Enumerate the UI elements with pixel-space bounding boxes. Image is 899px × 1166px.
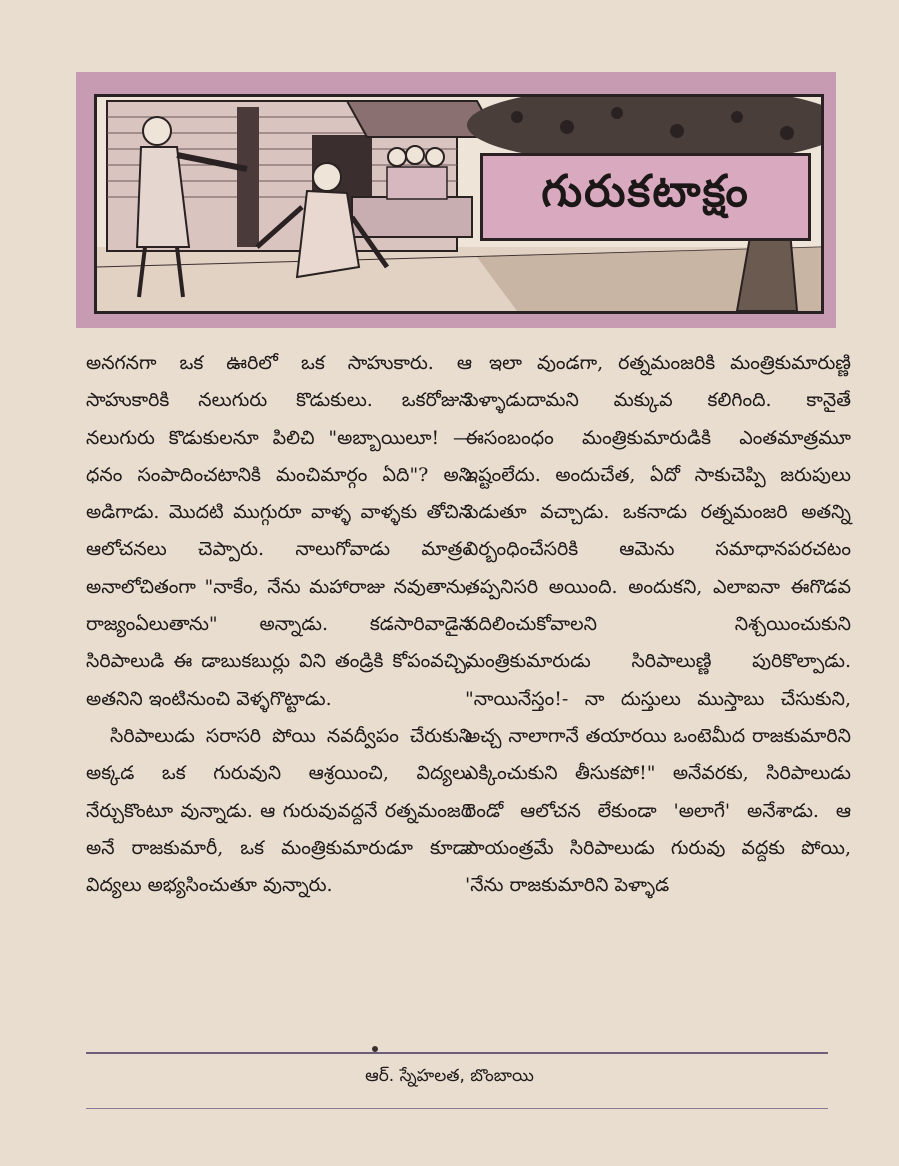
story-title-box xyxy=(480,153,811,241)
left-column xyxy=(86,345,472,904)
right-column xyxy=(465,345,851,904)
author-byline: ఆర్. స్నేహలత, బొంబాయి xyxy=(365,1066,534,1086)
left-paragraph-2: సిరిపాలుడు సరాసరి పోయి నవద్వీపం చేరుకుని అక్కడ ఒక గురువుని ఆశ్రయించి, విద్యలు నేర్చుకొంటూ వున్నాడు. ఆ గురువువద్దనే రత్నమంజరి అనే రాజకుమారీ, ఒక మంత్రికుమారుడూ కూడా విద్యలు అభ్యసించుతూ వున్నారు. xyxy=(86,724,472,897)
story-header-banner xyxy=(76,72,836,328)
story-title: గురుకటాక్షం xyxy=(541,166,750,217)
left-paragraph-1: అనగనగా ఒక ఊరిలో ఒక సాహుకారు. ఆ సాహుకారికి నలుగురు కొడుకులు. ఒకరోజున నలుగురు కొడుకులనూ పిలిచి "అబ్బాయిలూ! — ధనం సంపాదించటానికి మంచిమార్గం ఏది"? అని అడిగాడు. మొదటి ముగ్గురూ వాళ్ళ వాళ్ళకు తోచిన ఆలోచనలు చెప్పారు. నాలుగోవాడు మాత్రం అనాలోచితంగా "నాకేం, నేను మహారాజు నవుతాను, రాజ్యంఏలుతాను" అన్నాడు. కడసారివాడైన సిరిపాలుడి ఈ డాబుకబుర్లు విని తండ్రికి కోపంవచ్చి, అతనిని ఇంటినుంచి వెళ్ళగొట్టాడు. xyxy=(86,352,472,710)
footer-divider-top xyxy=(86,1052,828,1054)
header-illustration xyxy=(94,94,824,314)
right-paragraph-1: ఇలా వుండగా, రత్నమంజరికి మంత్రికుమారుణ్ణి పెళ్ళాడుదామని మక్కువ కలిగింది. కానైతే ఈసంబంధం మంత్రికుమారుడికి ఎంతమాత్రమూ ఇష్టంలేదు. అందుచేత, ఏదో సాకుచెప్పి జరుపులు పెడుతూ వచ్చాడు. ఒకనాడు రత్నమంజరి అతన్ని నిర్బంధించేసరికి ఆమెను సమాధానపరచటం తప్పనిసరి అయింది. అందుకని, ఎలాఐనా ఈగొడవ వదిలించుకోవాలని నిశ్చయించుకుని మంత్రికుమారుడు సిరిపాలుణ్ణి పురికొల్పాడు. "నాయినేస్తం!- నా దుస్తులు ముస్తాబు చేసుకుని, అచ్చ నాలాగానే తయారయి ఒంటెమీద రాజకుమారిని ఎక్కించుకుని తీసుకపో!" అనేవరకు, సిరిపాలుడు రెండో ఆలోచన లేకుండా 'అలాగే' అనేశాడు. ఆ పాయంత్రమే సిరిపాలుడు గురువు వద్దకు పోయి, 'నేను రాజకుమారిని పెళ్ళాడ xyxy=(465,352,851,897)
footer-divider-bottom xyxy=(86,1108,828,1109)
ornament-dot xyxy=(372,1046,378,1052)
